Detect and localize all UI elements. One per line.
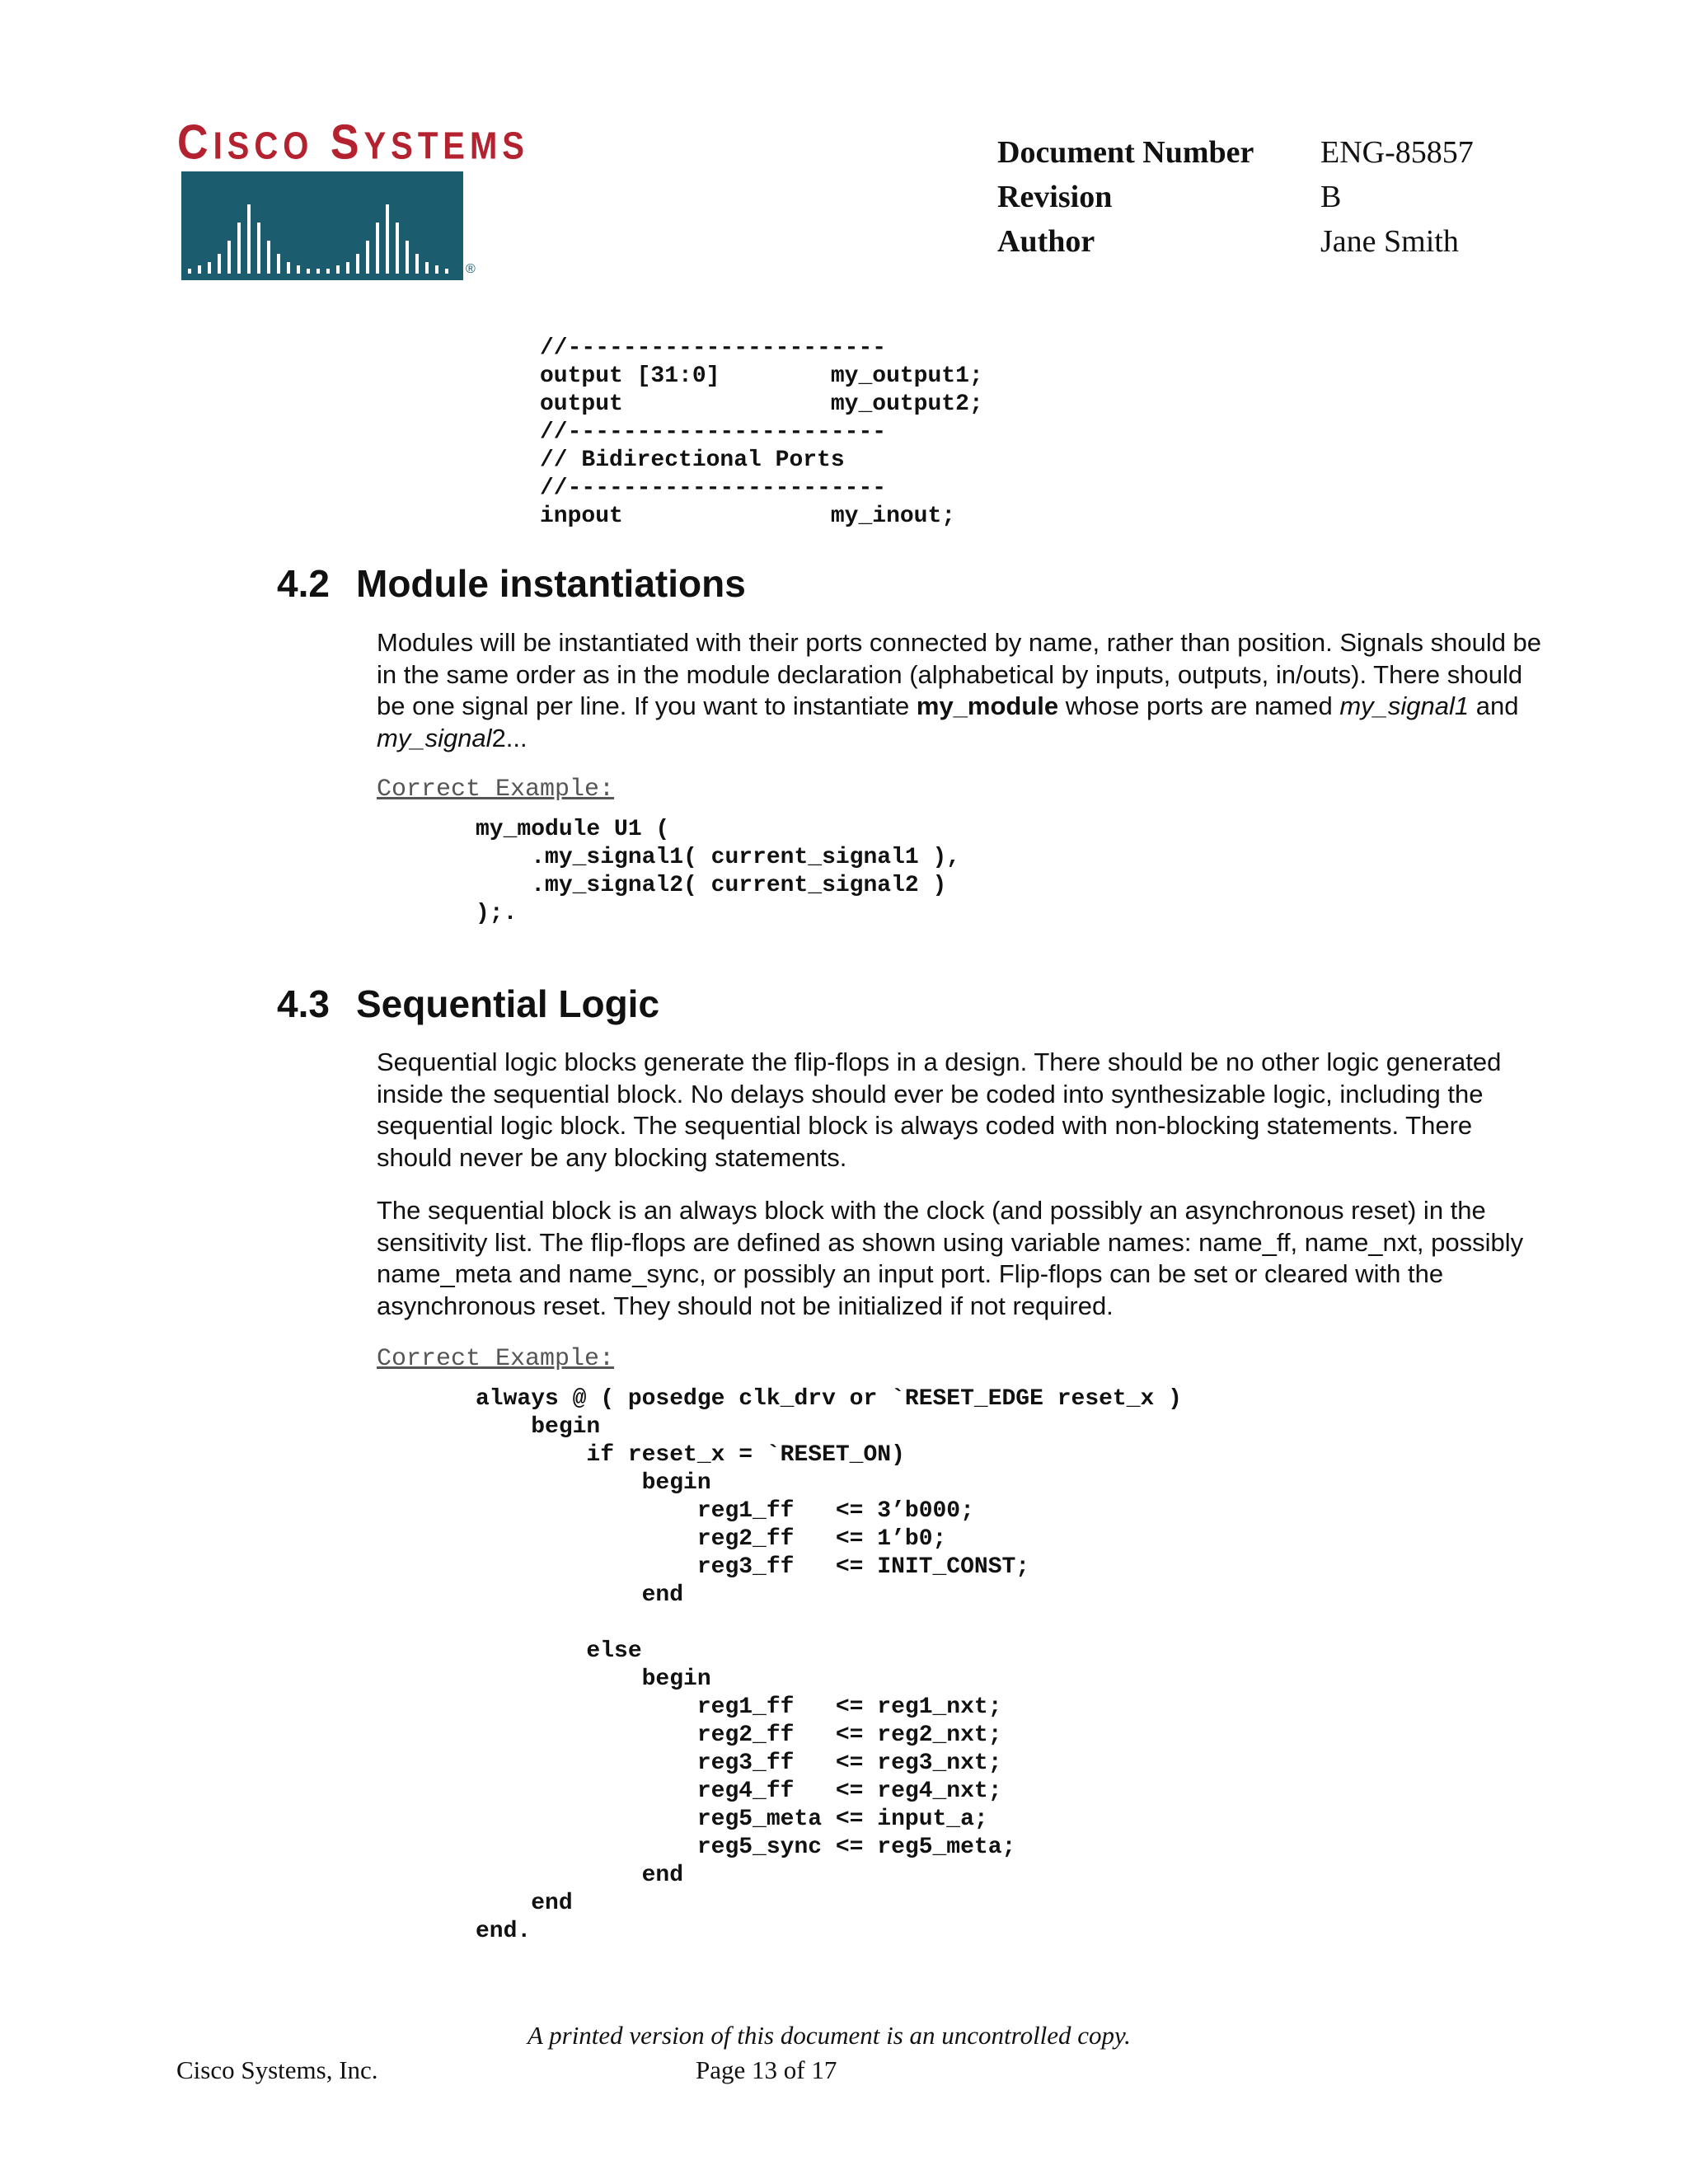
logo-bar [218,254,221,274]
correct-example-label: Correct Example: [377,1345,615,1373]
document-meta [997,130,1474,264]
footer-uncontrolled-copy-note: A printed version of this document is an uncontrolled copy. [528,2021,1131,2050]
sequential-block-code: always @ ( posedge clk_drv or `RESET_EDGE reset_x ) begin if reset_x = `RESET_ON) begin reg1_ff <= 3’b000; reg2_ff <= 1’b0; reg3_ff <= INIT_CONST; end else begin reg1_ff <= reg1_nxt; reg2_ff <= reg2_nxt; reg3_ff <= reg3_nxt; reg4_ff <= reg4_nxt; reg5_meta <= input_a; reg5_sync <= reg5_meta; end end end. [476,1386,1182,1944]
logo-bar [247,204,251,274]
cisco-logo-wordmark: CISCO SYSTEMS [177,115,529,171]
footer-page-number: Page 13 of 17 [696,2055,837,2084]
meta-row-document-number: Document Number ENG-85857 [997,135,1474,170]
sequential-logic-paragraph-1: Sequential logic blocks generate the flip-flops in a design. There should be no other logic generated inside the sequential block. No delays should ever be coded into synthesizable logic, including the sequential logic block. The sequential block is always coded with non-blocking statements. There should never be any blocking statements. [377,1047,1502,1172]
logo-bar [316,269,320,274]
cisco-bridge-logo-icon [181,171,463,280]
logo-bar [267,241,270,274]
logo-bar [415,254,419,274]
logo-bar [435,265,438,274]
logo-bar [356,254,359,274]
registered-mark: ® [466,262,476,276]
port-declarations-code: //----------------------- output [31:0] my_output1; output my_output2; //----------------------- // Bidirectional Ports //----------------------- inpout my_inout; [540,335,983,529]
logo-bar [198,265,201,274]
logo-bar [336,265,340,274]
logo-bar [326,269,330,274]
logo-bar [425,262,429,274]
logo-bar [406,241,409,274]
logo-bar [445,269,448,274]
logo-bar [307,269,310,274]
logo-bar [376,223,379,274]
module-instantiations-paragraph: Modules will be instantiated with their ports connected by name, rather than position. Signals should be in the same order as in the module declaration (alphabetical by inputs, outputs, in/outs). There should be one signal per line. If you want to instantiate my_module whose ports are named my_signal1 and my_signal2... [377,628,1542,752]
meta-row-revision: Revision B [997,180,1342,214]
logo-bar [366,241,369,274]
logo-bar [346,262,349,274]
logo-bar [188,269,191,274]
logo-bar [396,223,399,274]
logo-bar [208,262,211,274]
logo-bar [287,262,290,274]
logo-bar [237,223,241,274]
logo-bar [297,265,300,274]
footer-company: Cisco Systems, Inc. [176,2055,378,2084]
logo-bar [227,241,231,274]
section-heading-4-3: 4.3 Sequential Logic [277,982,660,1025]
meta-row-author: Author Jane Smith [997,224,1459,259]
section-heading-4-2: 4.2 Module instantiations [277,562,746,605]
sequential-logic-paragraph-2: The sequential block is an always block with the clock (and possibly an asynchronous reset) in the sensitivity list. The flip-flops are defined as shown using variable names: name_ff, name_nxt, possibly name_meta and name_sync, or possibly an input port. Flip-flops can be set or cleared with the asynchronous reset. They should not be initialized if not required. [377,1196,1524,1320]
logo-bar [257,223,260,274]
logo-bar [386,204,389,274]
module-instantiation-code: my_module U1 ( .my_signal1( current_signal1 ), .my_signal2( current_signal2 ) );. [476,817,961,926]
correct-example-label: Correct Example: [377,776,615,804]
logo-bar [277,254,280,274]
